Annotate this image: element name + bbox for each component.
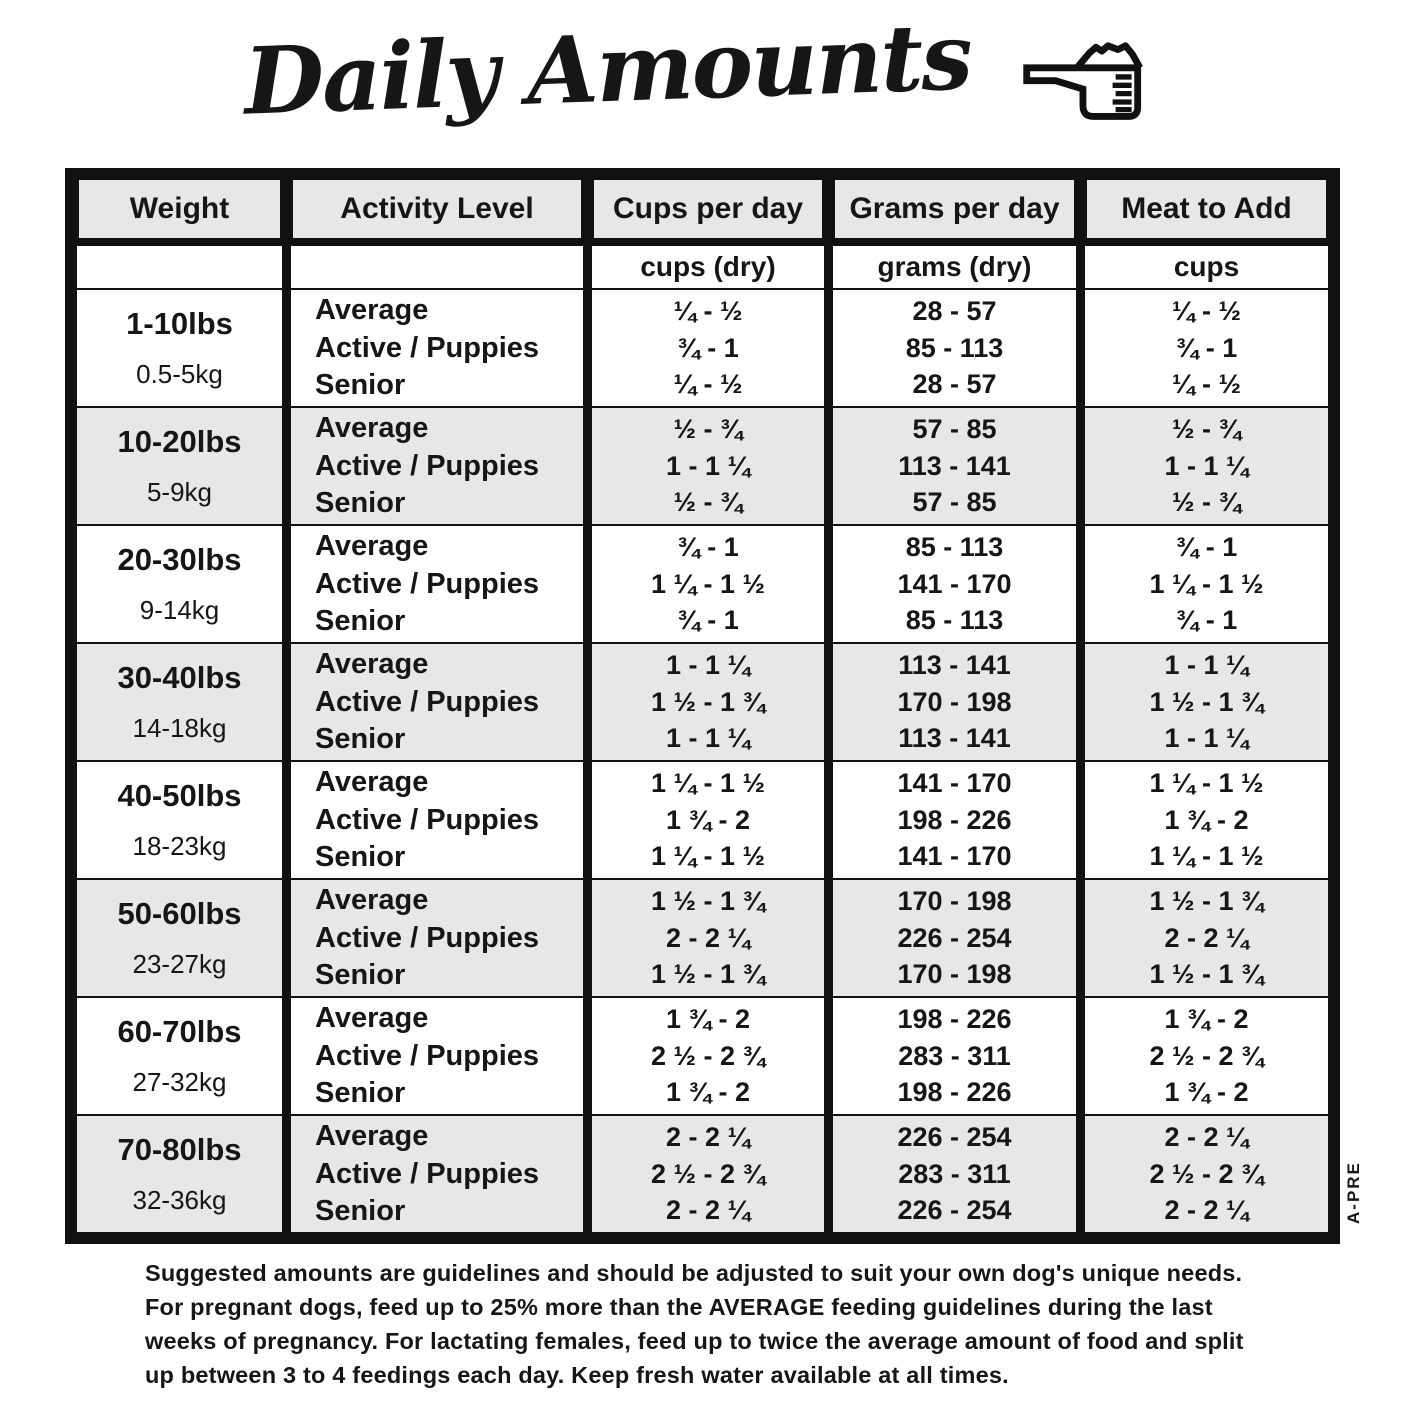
meat-value: 2 ½ - 2 ¾: [1149, 1158, 1264, 1189]
grams-cell: [833, 526, 1076, 642]
table-row: [77, 880, 1328, 996]
activity-cell: [291, 762, 583, 878]
meat-value: 1 ¾ - 2: [1164, 1077, 1249, 1108]
grams-value: 57 - 85: [912, 487, 997, 518]
meat-cell: [1085, 1116, 1328, 1232]
activity-cell: [291, 290, 583, 406]
table-row: [77, 644, 1328, 760]
cups-cell: [592, 1116, 824, 1232]
weight-kg: 18-23kg: [132, 831, 227, 862]
grams-value: 28 - 57: [912, 369, 997, 400]
footnote: Suggested amounts are guidelines and should be adjusted to suit your own dog's unique needs. For pregnant dogs, feed up to 25% more than the AVERAGE feeding guidelines during the last weeks of pregnancy. For lactating females, feed up to twice the average amount of food and split up between 3 to 4 feedings each day. Keep fresh water available at all times.: [145, 1260, 1244, 1388]
activity-label: Average: [315, 1120, 429, 1153]
meat-cell: [1085, 526, 1328, 642]
weight-lbs: 30-40lbs: [117, 659, 242, 695]
measuring-scoop-icon: [1010, 28, 1162, 138]
grams-value: 226 - 254: [897, 1195, 1012, 1226]
weight-kg: 14-18kg: [132, 713, 227, 744]
activity-label: Senior: [315, 840, 406, 873]
grams-value: 283 - 311: [898, 1040, 1011, 1071]
grams-value: 283 - 311: [898, 1158, 1011, 1189]
weight-kg: 32-36kg: [132, 1185, 227, 1216]
cups-value: 1 - 1 ¼: [665, 450, 751, 481]
meat-value: 1 ½ - 1 ¾: [1149, 686, 1264, 717]
grams-value: 141 - 170: [897, 568, 1012, 599]
weight-cell: [77, 1116, 282, 1232]
meat-value: ¾ - 1: [1175, 332, 1238, 363]
cups-value: ½ - ¾: [673, 413, 743, 444]
grams-value: 85 - 113: [905, 605, 1004, 636]
weight-lbs: 70-80lbs: [117, 1131, 242, 1167]
activity-label: Senior: [315, 958, 406, 991]
activity-cell: [291, 1116, 583, 1232]
cups-value: ¾ - 1: [677, 605, 739, 636]
cups-cell: [592, 998, 824, 1114]
header-cell-grams: Grams per day: [835, 180, 1074, 238]
meat-value: ¼ - ½: [1171, 295, 1242, 326]
grams-value: 198 - 226: [897, 1003, 1012, 1034]
page-title: Daily Amounts: [241, 2, 973, 136]
meat-value: 2 ½ - 2 ¾: [1149, 1040, 1264, 1071]
grams-value: 198 - 226: [897, 1077, 1012, 1108]
activity-cell: [291, 644, 583, 760]
cups-value: 2 ½ - 2 ¾: [650, 1158, 766, 1189]
cups-cell: [592, 290, 824, 406]
table-row: [77, 290, 1328, 406]
activity-cell: [291, 998, 583, 1114]
cups-value: ¾ - 1: [677, 332, 739, 363]
weight-cell: [77, 644, 282, 760]
table-row: [77, 1116, 1328, 1232]
meat-value: ½ - ¾: [1171, 487, 1242, 518]
grams-value: 170 - 198: [897, 686, 1012, 717]
cups-value: 1 ¾ - 2: [665, 804, 751, 835]
meat-value: ¾ - 1: [1175, 605, 1238, 636]
subheader-cell-empty: [77, 246, 282, 288]
meat-value: 1 ¼ - 1 ½: [1149, 767, 1264, 798]
subheader-cell-grams-dry: grams (dry): [833, 246, 1076, 288]
cups-value: 1 ½ - 1 ¾: [650, 686, 766, 717]
meat-value: 1 ¼ - 1 ½: [1149, 568, 1264, 599]
meat-value: 1 - 1 ¼: [1164, 649, 1249, 680]
cups-value: 2 - 2 ¼: [665, 922, 751, 953]
cups-value: 1 - 1 ¼: [665, 649, 751, 680]
weight-lbs: 20-30lbs: [117, 541, 242, 577]
table-row: [77, 408, 1328, 524]
activity-label: Average: [315, 412, 429, 445]
meat-cell: [1085, 880, 1328, 996]
grams-value: 141 - 170: [897, 841, 1012, 872]
grams-value: 198 - 226: [897, 804, 1012, 835]
activity-label: Active / Puppies: [315, 449, 540, 482]
cups-cell: [592, 408, 824, 524]
weight-kg: 27-32kg: [132, 1067, 227, 1098]
grams-value: 85 - 113: [905, 332, 1004, 363]
activity-label: Active / Puppies: [315, 567, 540, 600]
cups-value: 1 ¼ - 1 ½: [650, 767, 766, 798]
header-cell-cups: Cups per day: [594, 180, 822, 238]
activity-label: Average: [315, 1002, 429, 1035]
meat-cell: [1085, 290, 1328, 406]
meat-value: 2 - 2 ¼: [1164, 922, 1249, 953]
weight-lbs: 60-70lbs: [117, 1013, 242, 1049]
table-header-row: [77, 180, 1328, 238]
meat-cell: [1085, 408, 1328, 524]
subheader-cell-cups-dry: cups (dry): [592, 246, 824, 288]
activity-label: Senior: [315, 368, 406, 401]
title-bar: [0, 0, 1406, 164]
activity-label: Active / Puppies: [315, 1157, 540, 1190]
side-code: A-PRE: [1344, 1161, 1363, 1224]
table-subheader-row: [77, 246, 1328, 288]
meat-value: ¾ - 1: [1175, 531, 1238, 562]
activity-label: Average: [315, 648, 429, 681]
activity-label: Senior: [315, 1076, 406, 1109]
cups-value: 1 ¼ - 1 ½: [650, 568, 766, 599]
activity-label: Average: [315, 530, 429, 563]
weight-lbs: 40-50lbs: [117, 777, 242, 813]
grams-cell: [833, 1116, 1076, 1232]
grams-cell: [833, 408, 1076, 524]
grams-cell: [833, 998, 1076, 1114]
activity-cell: [291, 408, 583, 524]
weight-cell: [77, 290, 282, 406]
activity-label: Active / Puppies: [315, 921, 540, 954]
cups-value: ¼ - ½: [673, 369, 743, 400]
grams-value: 113 - 141: [898, 723, 1011, 754]
weight-kg: 0.5-5kg: [136, 359, 223, 390]
grams-value: 113 - 141: [898, 649, 1011, 680]
weight-cell: [77, 998, 282, 1114]
cups-value: 2 ½ - 2 ¾: [650, 1040, 766, 1071]
activity-label: Active / Puppies: [315, 685, 540, 718]
activity-label: Senior: [315, 604, 406, 637]
cups-cell: [592, 762, 824, 878]
weight-kg: 5-9kg: [146, 477, 213, 508]
activity-label: Average: [315, 766, 429, 799]
meat-cell: [1085, 998, 1328, 1114]
cups-value: ½ - ¾: [673, 487, 743, 518]
weight-cell: [77, 762, 282, 878]
cups-value: 1 ½ - 1 ¾: [650, 959, 766, 990]
weight-lbs: 50-60lbs: [117, 895, 242, 931]
weight-lbs: 10-20lbs: [117, 423, 242, 459]
table-row: [77, 526, 1328, 642]
cups-value: ¼ - ½: [673, 295, 743, 326]
meat-value: ½ - ¾: [1171, 413, 1242, 444]
grams-cell: [833, 644, 1076, 760]
weight-kg: 23-27kg: [132, 949, 227, 980]
activity-label: Active / Puppies: [315, 803, 540, 836]
activity-label: Senior: [315, 722, 406, 755]
meat-value: 2 - 2 ¼: [1164, 1121, 1249, 1152]
meat-cell: [1085, 762, 1328, 878]
meat-value: 1 - 1 ¼: [1164, 450, 1249, 481]
cups-value: 1 ¼ - 1 ½: [650, 841, 766, 872]
activity-cell: [291, 880, 583, 996]
meat-value: 1 ¾ - 2: [1164, 804, 1249, 835]
grams-value: 141 - 170: [897, 767, 1012, 798]
grams-value: 85 - 113: [905, 531, 1004, 562]
table-row: [77, 998, 1328, 1114]
cups-value: 1 ½ - 1 ¾: [650, 885, 766, 916]
feeding-table: [65, 168, 1340, 1244]
activity-label: Senior: [315, 1194, 406, 1227]
activity-label: Active / Puppies: [315, 1039, 540, 1072]
grams-value: 28 - 57: [912, 295, 997, 326]
activity-label: Average: [315, 294, 429, 327]
activity-label: Average: [315, 884, 429, 917]
grams-cell: [833, 880, 1076, 996]
cups-value: 1 - 1 ¼: [665, 723, 751, 754]
weight-lbs: 1-10lbs: [126, 305, 233, 341]
grams-value: 170 - 198: [897, 959, 1012, 990]
cups-cell: [592, 880, 824, 996]
activity-cell: [291, 526, 583, 642]
cups-cell: [592, 644, 824, 760]
subheader-cell-cups: cups: [1085, 246, 1328, 288]
meat-value: ¼ - ½: [1171, 369, 1242, 400]
subheader-cell-empty: [291, 246, 583, 288]
meat-value: 2 - 2 ¼: [1164, 1195, 1249, 1226]
grams-cell: [833, 762, 1076, 878]
grams-value: 113 - 141: [898, 450, 1011, 481]
weight-kg: 9-14kg: [139, 595, 220, 626]
cups-cell: [592, 526, 824, 642]
header-cell-meat: Meat to Add: [1087, 180, 1326, 238]
table-row: [77, 762, 1328, 878]
meat-cell: [1085, 644, 1328, 760]
grams-value: 226 - 254: [897, 922, 1012, 953]
meat-value: 1 ½ - 1 ¾: [1149, 959, 1264, 990]
weight-cell: [77, 880, 282, 996]
activity-label: Active / Puppies: [315, 331, 540, 364]
cups-value: 1 ¾ - 2: [665, 1077, 751, 1108]
activity-label: Senior: [315, 486, 406, 519]
weight-cell: [77, 408, 282, 524]
cups-value: 2 - 2 ¼: [665, 1195, 751, 1226]
grams-cell: [833, 290, 1076, 406]
meat-value: 1 ¼ - 1 ½: [1149, 841, 1264, 872]
weight-cell: [77, 526, 282, 642]
meat-value: 1 - 1 ¼: [1164, 723, 1249, 754]
cups-value: 2 - 2 ¼: [665, 1121, 751, 1152]
header-cell-activity: Activity Level: [293, 180, 581, 238]
cups-value: ¾ - 1: [677, 531, 739, 562]
cups-value: 1 ¾ - 2: [665, 1003, 751, 1034]
meat-value: 1 ½ - 1 ¾: [1149, 885, 1264, 916]
grams-value: 170 - 198: [897, 885, 1012, 916]
grams-value: 226 - 254: [897, 1121, 1012, 1152]
grams-value: 57 - 85: [912, 413, 997, 444]
header-cell-weight: Weight: [79, 180, 280, 238]
meat-value: 1 ¾ - 2: [1164, 1003, 1249, 1034]
